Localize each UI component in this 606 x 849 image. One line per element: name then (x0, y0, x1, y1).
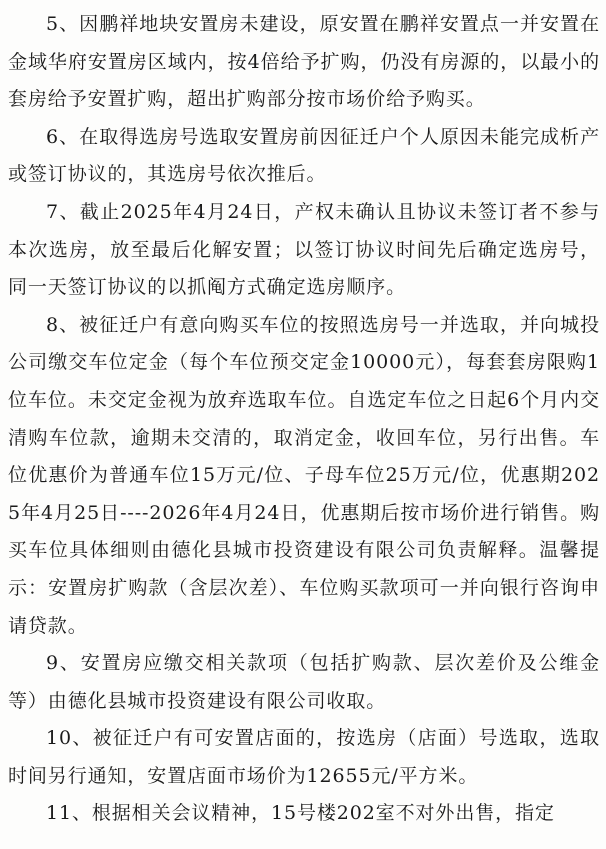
paragraph-item-8: 8、被征迁户有意向购买车位的按照选房号一并选取，并向城投公司缴交车位定金（每个车位预交定金10000元），每套套房限购1位车位。未交定金视为放弃选取车位。自选定车位之日起6个月内交清购车位款，逾期未交清的，取消定金，收回车位，另行出售。车位优惠价为普通车位15万元/位、子母车位25万元/位，优惠期2025年4月25日----2026年4月24日，优惠期后按市场价进行销售。购买车位具体细则由德化县城市投资建设有限公司负责解释。温馨提示：安置房扩购款（含层次差）、车位购买款项可一并向银行咨询申请贷款。 (8, 313, 600, 637)
paragraph-item-7: 7、截止2025年4月24日，产权未确认且协议未签订者不参与本次选房，放至最后化解安置；以签订协议时间先后确定选房号，同一天签订协议的以抓阄方式确定选房顺序。 (8, 200, 600, 299)
paragraph-item-5: 5、因鹏祥地块安置房未建设，原安置在鹏祥安置点一并安置在金域华府安置房区域内，按4倍给予扩购，仍没有房源的，以最小的套房给予安置扩购，超出扩购部分按市场价给予购买。 (8, 13, 600, 111)
paragraph-item-10: 10、被征迁户有可安置店面的，按选房（店面）号选取，选取时间另行通知，安置店面市场价为12655元/平方米。 (8, 727, 600, 787)
paragraph-item-9: 9、安置房应缴交相关款项（包括扩购款、层次差价及公维金等）由德化县城市投资建设有限公司收取。 (8, 652, 600, 712)
paragraph-item-11: 11、根据相关会议精神，15号楼202室不对外出售，指定 (46, 802, 555, 825)
paragraph-item-6: 6、在取得选房号选取安置房前因征迁户个人原因未能完成析产或签订协议的，其选房号依次推后。 (8, 125, 600, 186)
document-body (8, 6, 600, 833)
